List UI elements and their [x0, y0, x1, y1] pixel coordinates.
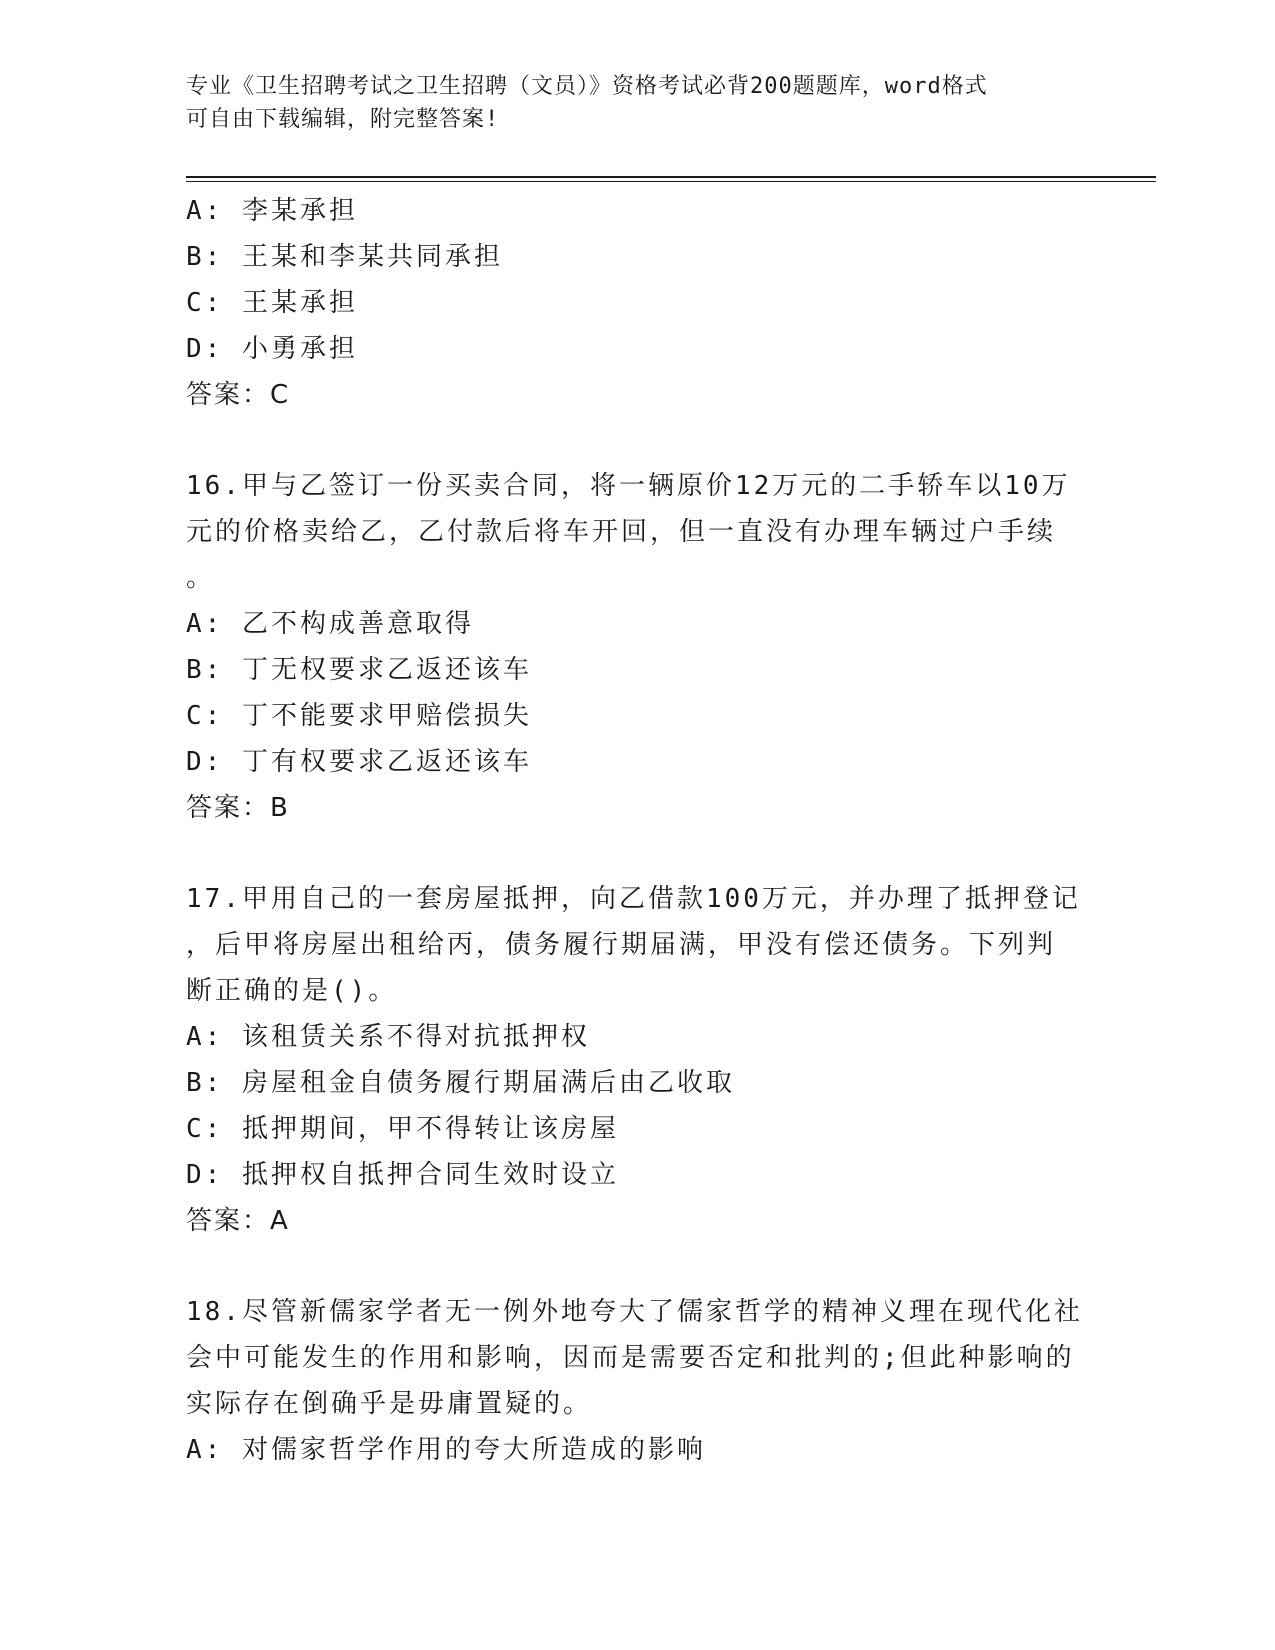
header-line-2: 可自由下载编辑，附完整答案!: [186, 107, 500, 132]
header-divider-thick: [186, 176, 1156, 178]
question-stem-line: 。: [186, 563, 216, 593]
document-body: [186, 188, 1086, 1473]
answer: 答案：C: [186, 380, 291, 410]
spacer: [186, 1244, 1086, 1289]
option-a: A: 乙不构成善意取得: [186, 609, 474, 639]
option-c: C: 王某承担: [186, 288, 358, 318]
question-stem-line: ，后甲将房屋出租给丙，债务履行期届满，甲没有偿还债务。下列判: [186, 930, 1057, 960]
question-18: [186, 1289, 1086, 1473]
option-b: B: 丁无权要求乙返还该车: [186, 655, 532, 685]
header-divider-thin: [186, 181, 1156, 182]
spacer: [186, 418, 1086, 463]
question-stem-line: 16.甲与乙签订一份买卖合同，将一辆原价12万元的二手轿车以10万: [186, 471, 1071, 501]
option-c: C: 抵押期间，甲不得转让该房屋: [186, 1114, 619, 1144]
question-15: [186, 188, 1086, 418]
option-b: B: 房屋租金自债务履行期届满后由乙收取: [186, 1068, 735, 1098]
option-b: B: 王某和李某共同承担: [186, 242, 503, 272]
page-header: [186, 70, 1066, 136]
option-d: D: 抵押权自抵押合同生效时设立: [186, 1160, 619, 1190]
option-c: C: 丁不能要求甲赔偿损失: [186, 701, 532, 731]
spacer: [186, 831, 1086, 876]
answer: 答案：A: [186, 1206, 290, 1236]
option-d: D: 丁有权要求乙返还该车: [186, 747, 532, 777]
question-stem-line: 会中可能发生的作用和影响，因而是需要否定和批判的;但此种影响的: [186, 1343, 1075, 1373]
question-16: [186, 463, 1086, 831]
option-a: A: 该租赁关系不得对抗抵押权: [186, 1022, 590, 1052]
question-stem-line: 17.甲用自己的一套房屋抵押，向乙借款100万元，并办理了抵押登记: [186, 884, 1081, 914]
question-stem-line: 18.尽管新儒家学者无一例外地夸大了儒家哲学的精神义理在现代化社: [186, 1297, 1083, 1327]
question-17: [186, 876, 1086, 1244]
option-a: A: 李某承担: [186, 196, 358, 226]
question-stem-line: 元的价格卖给乙，乙付款后将车开回，但一直没有办理车辆过户手续: [186, 517, 1057, 547]
header-line-1: 专业《卫生招聘考试之卫生招聘（文员）》资格考试必背200题题库，word格式: [186, 74, 988, 99]
question-stem-line: 实际存在倒确乎是毋庸置疑的。: [186, 1389, 593, 1419]
answer: 答案：B: [186, 793, 290, 823]
question-stem-line: 断正确的是()。: [186, 976, 398, 1006]
option-a: A: 对儒家哲学作用的夸大所造成的影响: [186, 1435, 706, 1465]
option-d: D: 小勇承担: [186, 334, 358, 364]
